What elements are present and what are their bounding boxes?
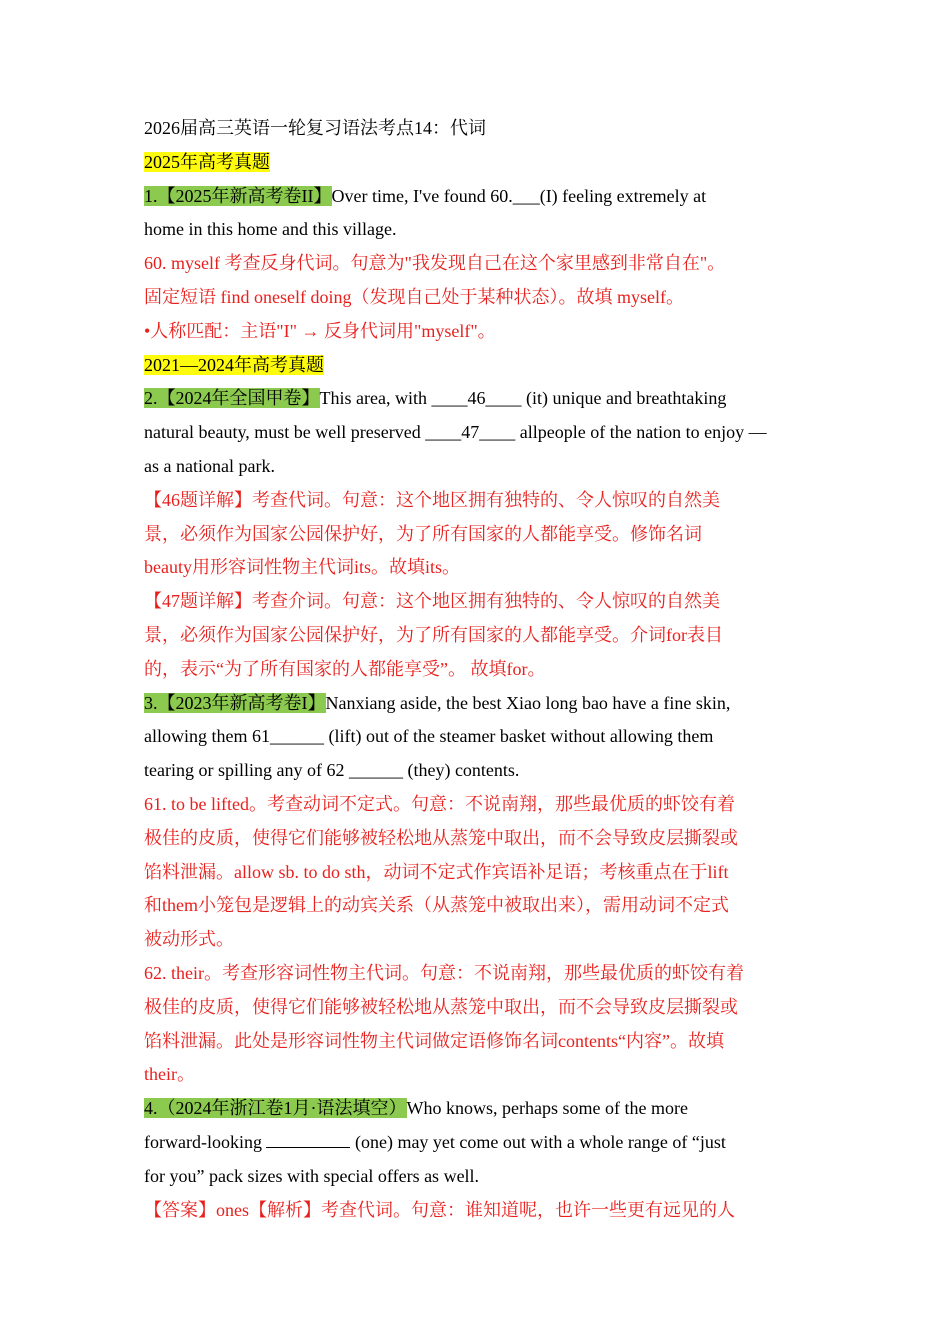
answer-46-end: beauty用形容词性物主代词its。故填its。 [144, 557, 460, 578]
answer-61-l3: 馅料泄漏。allow sb. to do sth，动词不定式作宾语补足语；考核重点在于lift [144, 861, 729, 882]
question-4-text-part-2: (one) may yet come out with a whole range of “just [354, 1131, 726, 1152]
question-2-text-end: as a national park. [144, 455, 275, 476]
answer-62-l3: 馅料泄漏。此处是形容词性物主代词做定语修饰名词contents“内容”。故填 [144, 1030, 724, 1051]
section-heading-2025: 2025年高考真题 [144, 151, 270, 172]
document-title: 2026届高三英语一轮复习语法考点14：代词 [144, 118, 486, 138]
question-2-tag: 2.【2024年全国甲卷】 [144, 388, 320, 409]
question-3-tag: 3.【2023年新高考卷I】 [144, 692, 326, 713]
answer-61-l2: 极佳的皮质，使得它们能够被轻松地从蒸笼中取出，而不会导致皮层撕裂或 [144, 827, 738, 848]
answer-46-cont: 景，必须作为国家公园保护好，为了所有国家的人都能享受。修饰名词 [144, 523, 702, 544]
answer-61-l4: 和them小笼包是逻辑上的动宾关系（从蒸笼中被取出来），需用动词不定式 [144, 895, 729, 916]
document-page [144, 112, 810, 1227]
answer-46: 【46题详解】考查代词。句意：这个地区拥有独特的、令人惊叹的自然美 [144, 489, 720, 510]
question-3-text-end: tearing or spilling any of 62 ______ (they) contents. [144, 760, 520, 781]
question-4-text: Who knows, perhaps some of the more [406, 1098, 688, 1119]
section-heading-2021-2024: 2021—2024年高考真题 [144, 354, 324, 375]
question-3-text-cont: allowing them 61______ (lift) out of the steamer basket without allowing them [144, 726, 714, 747]
answer-60-note: •人称匹配：主语"I" → 反身代词用"myself"。 [144, 320, 496, 341]
answer-62-l2: 极佳的皮质，使得它们能够被轻松地从蒸笼中取出，而不会导致皮层撕裂或 [144, 996, 738, 1017]
answer-47-cont: 景，必须作为国家公园保护好，为了所有国家的人都能享受。介词for表目 [144, 624, 723, 645]
question-2 [144, 382, 810, 416]
question-1-text: Over time, I've found 60.___(I) feeling extremely at [331, 185, 707, 206]
question-3 [144, 687, 810, 721]
question-1-tag: 1.【2025年新高考卷II】 [144, 185, 332, 206]
question-4-text-end: for you” pack sizes with special offers as well. [144, 1165, 480, 1186]
answer-61-l5: 被动形式。 [144, 929, 234, 950]
question-1-text-cont: home in this home and this village. [144, 219, 397, 240]
question-2-text: This area, with ____46____ (it) unique and breathtaking [319, 388, 727, 409]
answer-4: 【答案】ones【解析】考查代词。句意：谁知道呢，也许一些更有远见的人 [144, 1199, 735, 1220]
question-2-text-cont: natural beauty, must be well preserved ____47____ allpeople of the nation to enjoy — [144, 422, 767, 443]
question-4-tag: 4.（2024年浙江卷1月·语法填空） [144, 1098, 407, 1119]
question-4-text-cont [144, 1126, 810, 1160]
fill-in-blank [266, 1131, 350, 1148]
answer-60-cont: 固定短语 find oneself doing（发现自己处于某种状态）。故填 myself。 [144, 286, 684, 307]
answer-62-l4: their。 [144, 1064, 195, 1085]
question-4-text-part: forward-looking [144, 1131, 262, 1152]
question-1 [144, 180, 810, 214]
answer-60: 60. myself 考查反身代词。句意为"我发现自己在这个家里感到非常自在"。 [144, 253, 726, 274]
question-4 [144, 1092, 810, 1126]
question-3-text: Nanxiang aside, the best Xiao long bao have a fine skin, [325, 692, 731, 713]
answer-61: 61. to be lifted。考查动词不定式。句意：不说南翔，那些最优质的虾饺有着 [144, 793, 735, 814]
answer-47: 【47题详解】考查介词。句意：这个地区拥有独特的、令人惊叹的自然美 [144, 591, 720, 612]
answer-47-end: 的，表示“为了所有国家的人都能享受”。 故填for。 [144, 658, 546, 679]
answer-62: 62. their。考查形容词性物主代词。句意：不说南翔，那些最优质的虾饺有着 [144, 962, 744, 983]
